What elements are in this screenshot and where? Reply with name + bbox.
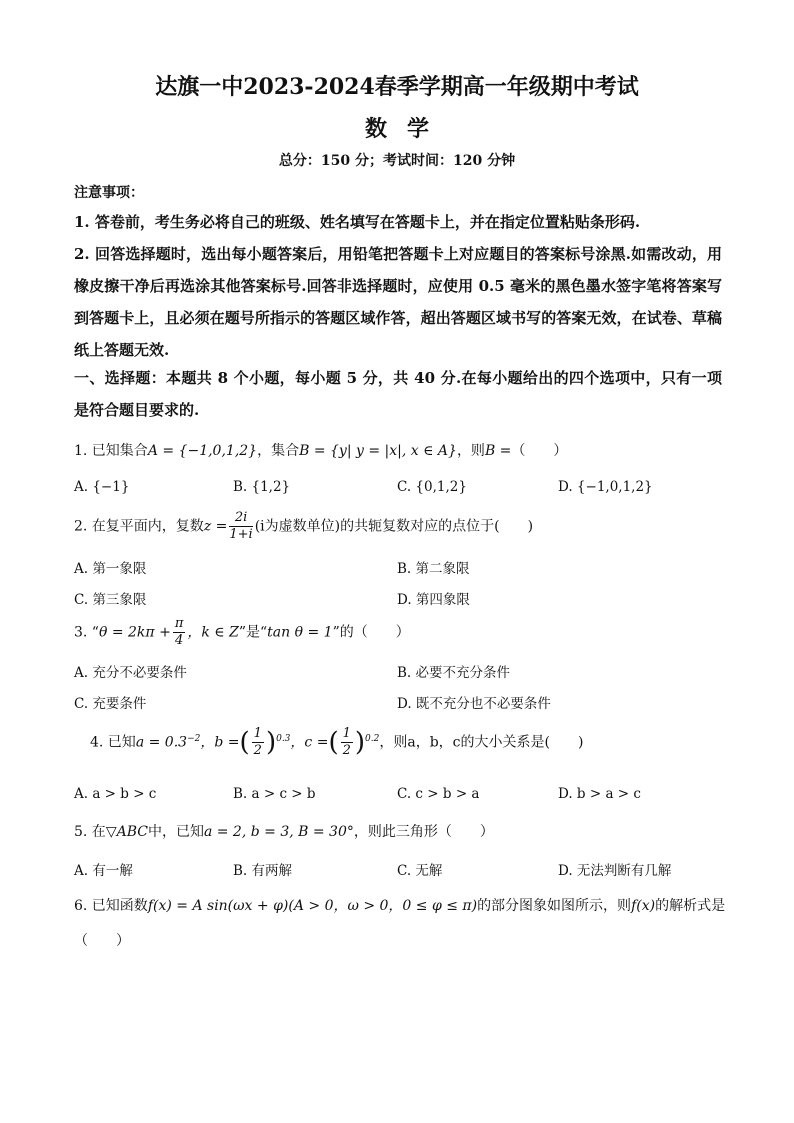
q3-option-c: C. 充要条件: [74, 696, 147, 712]
q1-option-c: C. {0,1,2}: [397, 479, 467, 495]
q4-b-fraction: [252, 726, 264, 759]
q5-option-d: D. 无法判断有几解: [558, 863, 672, 879]
q1-prefix: 1. 已知集合: [74, 443, 148, 459]
q5-mid: 中，已知: [147, 824, 204, 840]
q3-expr-2: ，k ∈ Z: [187, 624, 239, 641]
q1-ask: B =: [484, 443, 512, 459]
q4-option-c: C. c > b > a: [397, 786, 480, 802]
q3-option-b: B. 必要不充分条件: [397, 665, 511, 681]
q4-a-expr: a = 0.3: [135, 734, 188, 751]
q4-c-denominator: 2: [342, 743, 351, 758]
q4-c-fraction: [341, 726, 353, 759]
q4-b-exponent: 0.3: [276, 733, 291, 744]
q5-option-b: B. 有两解: [233, 863, 293, 879]
q2-tail: (i为虚数单位)的共轭复数对应的点位于( ): [254, 518, 534, 535]
question-4: [90, 726, 583, 759]
q1-set-a: A = {−1,0,1,2}: [147, 443, 258, 459]
q2-option-d: D. 第四象限: [397, 592, 470, 608]
question-2: [74, 510, 533, 543]
q5-condition: a = 2, b = 3, B = 30°: [203, 824, 354, 840]
q5-triangle: ▽ABC: [105, 824, 148, 840]
q1-tail: ，则: [456, 443, 485, 459]
question-1: [74, 440, 567, 460]
q3-denominator: 4: [174, 633, 184, 648]
q3-prefix: 3. “: [74, 624, 99, 641]
q6-condition: (A > 0，ω > 0，0 ≤ φ ≤ π): [288, 898, 478, 914]
q3-option-a: A. 充分不必要条件: [74, 665, 187, 681]
q6-blank: （ ）: [74, 933, 130, 949]
q6-tail-2: 的解析式是: [655, 898, 726, 914]
q2-option-c: C. 第三象限: [74, 592, 147, 608]
q6-tail: 的部分图象如图所示，则: [477, 898, 632, 914]
q4-b-label: ，b =: [200, 734, 240, 751]
notice-item-2: 2. 回答选择题时，选出每小题答案后，用铅笔把答题卡上对应题目的答案标号涂黑.如需改动，用橡皮擦干净后再选涂其他答案标号.回答非选择题时，应使用 0.5 毫米的黑色墨水签字笔将答案写到答题卡上，且必须在题号所指示的答题区域作答，超出答题区域书写的答案无效，在试卷、草稿纸上答题无效.: [74, 245, 722, 359]
q1-blank: （ ）: [511, 443, 568, 459]
q5-option-c: C. 无解: [397, 863, 443, 879]
notice-heading: 注意事项：: [74, 185, 144, 201]
q4-a-exponent: −2: [187, 733, 201, 744]
q4-option-d: D. b > a > c: [558, 786, 641, 802]
q4-b-numerator: 1: [253, 726, 262, 741]
q4-c-exponent: 0.2: [365, 733, 380, 744]
q4-b-lparen: (: [239, 727, 250, 758]
notice-item-1: 1. 答卷前，考生务必将自己的班级、姓名填写在答题卡上，并在指定位置粘贴条形码.: [74, 213, 641, 231]
q4-option-b: B. a > c > b: [233, 786, 316, 802]
q5-option-a: A. 有一解: [74, 863, 133, 879]
q3-expr-3: tan θ = 1: [267, 624, 333, 641]
q1-mid: ，集合: [257, 443, 300, 459]
exam-title: 达旗一中2023-2024春季学期高一年级期中考试: [155, 74, 639, 100]
q4-option-a: A. a > b > c: [74, 786, 157, 802]
q1-set-b: B = {y| y = |x|, x ∈ A}: [299, 443, 457, 459]
section-1-heading: 一、选择题：本题共 8 个小题，每小题 5 分，共 40 分.在每小题给出的四个选项中，只有一项是符合题目要求的.: [74, 369, 722, 419]
question-3: [74, 616, 410, 649]
q2-fraction: [229, 510, 252, 543]
question-6: [74, 895, 725, 915]
q2-denominator: 1+i: [229, 527, 253, 542]
q4-c-numerator: 1: [342, 726, 351, 741]
q3-option-d: D. 既不充分也不必要条件: [397, 696, 551, 712]
q6-function: f(x) = A sin(ωx + φ): [147, 898, 289, 914]
q2-numerator: 2i: [229, 510, 252, 527]
q3-fraction: [173, 616, 186, 649]
q4-b-denominator: 2: [253, 743, 262, 758]
q3-tail: ”的（ ）: [332, 624, 410, 641]
q4-c-rparen: ): [354, 727, 366, 758]
q5-tail: ，则此三角形（ ）: [353, 824, 494, 840]
q6-fx: f(x): [631, 898, 656, 914]
subject-title: 数学: [364, 116, 449, 142]
q2-z: z =: [203, 518, 228, 535]
q2-option-b: B. 第二象限: [397, 561, 470, 577]
q4-tail: ，则a，b，c的大小关系是( ): [379, 734, 584, 751]
q1-option-a: A. {−1}: [74, 479, 130, 495]
q3-mid: ”是“: [238, 624, 268, 641]
q4-b-rparen: ): [265, 727, 277, 758]
q3-expr-1: θ = 2kπ +: [98, 624, 171, 641]
q4-c-label: ，c =: [290, 734, 329, 751]
q1-option-b: B. {1,2}: [233, 479, 291, 495]
question-5: [74, 821, 494, 841]
q3-numerator: π: [174, 616, 184, 631]
q4-c-lparen: (: [328, 727, 339, 758]
q4-prefix: 4. 已知: [90, 734, 136, 751]
q2-option-a: A. 第一象限: [74, 561, 147, 577]
q1-option-d: D. {−1,0,1,2}: [558, 479, 653, 495]
q6-prefix: 6. 已知函数: [74, 898, 148, 914]
q2-prefix: 2. 在复平面内，复数: [74, 518, 204, 535]
score-time-line: 总分：150 分；考试时间：120 分钟: [278, 153, 516, 169]
q5-prefix: 5. 在: [74, 824, 106, 840]
